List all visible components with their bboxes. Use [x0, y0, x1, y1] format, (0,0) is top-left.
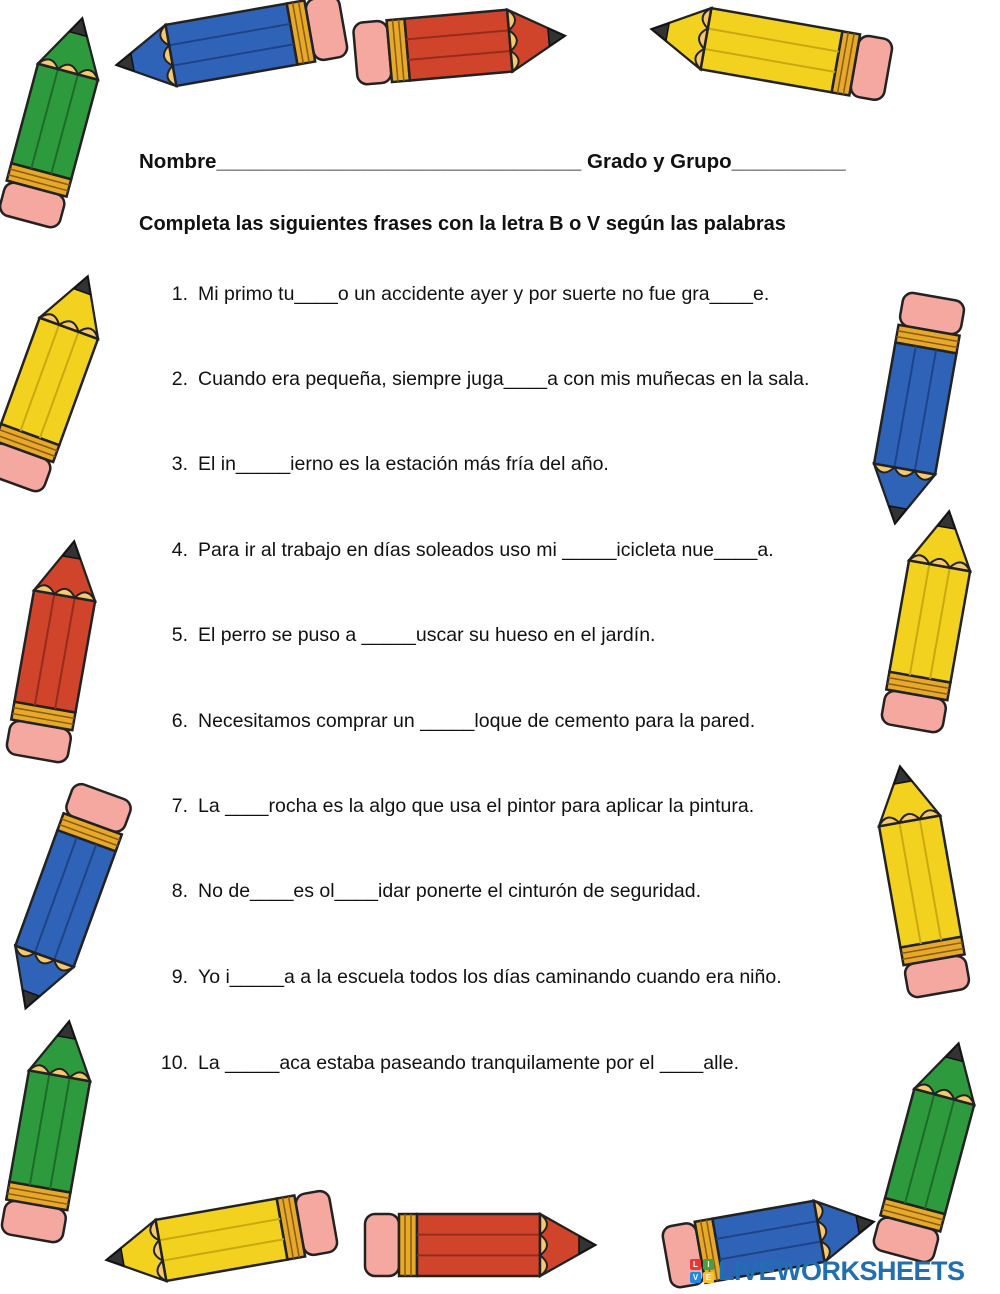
question-item: [150, 710, 890, 733]
instructions: Completa las siguientes frases con la letra B o V según las palabras: [139, 213, 786, 235]
student-info-line: [139, 150, 879, 174]
pencil-yellow-icon: [0, 266, 117, 494]
question-item: [150, 283, 890, 306]
question-text: La _____aca estaba paseando tranquilamente por el ____alle.: [198, 1052, 740, 1074]
pencil-yellow-icon: [646, 0, 893, 101]
question-item: [150, 453, 890, 476]
pencil-red-icon: [353, 5, 568, 85]
name-blank[interactable]: ________________________________: [216, 150, 582, 173]
question-item: [150, 880, 890, 903]
question-item: [150, 966, 890, 989]
name-label: Nombre: [139, 150, 217, 173]
logo-letter: V: [690, 1272, 701, 1283]
question-number: 9.: [171, 966, 188, 988]
pencil-blue-icon: [865, 291, 966, 528]
pencil-green-icon: [0, 11, 112, 230]
question-item: [150, 1052, 890, 1075]
logo-letter: E: [703, 1272, 714, 1283]
question-text: Para ir al trabajo en días soleados uso mi _____icicleta nue____a.: [198, 539, 774, 561]
question-number: 4.: [171, 539, 188, 561]
question-number: 6.: [171, 710, 188, 732]
group-label: Grado y Grupo: [587, 150, 732, 173]
pencil-blue-icon: [111, 0, 348, 95]
question-number: 3.: [171, 453, 188, 475]
question-text: La ____rocha es la algo que usa el pintor para aplicar la pintura.: [198, 795, 755, 817]
question-number: 1.: [171, 283, 188, 305]
pencil-green-icon: [0, 1016, 99, 1243]
pencil-yellow-icon: [880, 506, 979, 733]
question-item: [150, 368, 890, 391]
question-item: [150, 795, 890, 818]
question-text: El perro se puso a _____uscar su hueso en el jardín.: [198, 624, 656, 646]
question-text: Yo i_____a a la escuela todos los días caminando cuando era niño.: [198, 966, 782, 988]
pencil-red-icon: [365, 1214, 595, 1276]
question-text: No de____es ol____idar ponerte el cinturón de seguridad.: [198, 880, 702, 902]
question-number: 2.: [171, 368, 188, 390]
liveworksheets-watermark: [690, 1254, 990, 1288]
question-item: [150, 539, 890, 562]
logo-letter: I: [703, 1259, 714, 1270]
question-text: Mi primo tu____o un accidente ayer y por suerte no fue gra____e.: [198, 283, 770, 305]
pencil-blue-icon: [0, 781, 133, 1018]
liveworksheets-logo-icon: [690, 1259, 714, 1283]
question-item: [150, 624, 890, 647]
question-text: El in_____ierno es la estación más fría del año.: [198, 453, 609, 475]
group-blank[interactable]: __________: [731, 150, 846, 173]
logo-letter: L: [690, 1259, 701, 1270]
question-number: 7.: [171, 795, 188, 817]
question-number: 5.: [171, 624, 188, 646]
question-text: Cuando era pequeña, siempre juga____a con mis muñecas en la sala.: [198, 368, 810, 390]
question-number: 8.: [171, 880, 188, 902]
pencil-yellow-icon: [101, 1190, 338, 1291]
brand-name: LIVEWORKSHEETS: [718, 1255, 965, 1286]
question-number: 10.: [160, 1052, 188, 1074]
pencil-red-icon: [5, 536, 104, 763]
question-text: Necesitamos comprar un _____loque de cemento para la pared.: [198, 710, 756, 732]
